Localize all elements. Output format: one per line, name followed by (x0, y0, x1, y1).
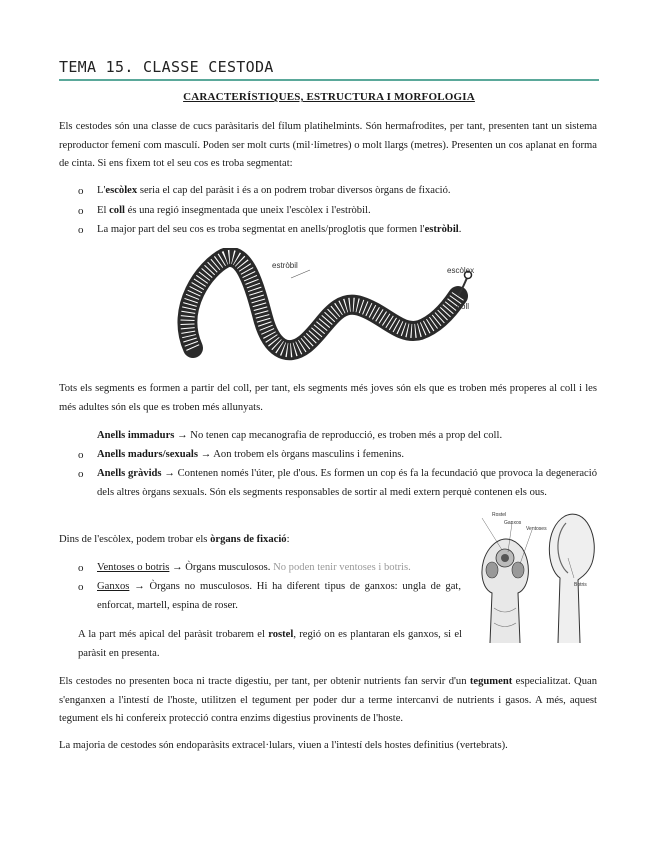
bullet-marker: o (78, 562, 84, 574)
list-item-mature (97, 446, 597, 465)
text: La major part del seu cos es troba segmentat en anells/proglotis que formen l' (97, 224, 425, 235)
text: : (286, 534, 290, 545)
bullet-marker: o (78, 224, 84, 236)
term-tegument: tegument (469, 676, 513, 687)
term-neck: coll (109, 205, 125, 216)
sucker-right (512, 562, 524, 578)
bullet-marker: o (78, 449, 84, 461)
list-item-scolex (97, 182, 597, 201)
text: → No tenen cap mecanografia de reproducció, es troben més a prop del coll. (174, 430, 503, 441)
term-scolex: escòlex (105, 185, 138, 196)
text: → Òrgans musculosos. (169, 562, 274, 573)
tegument-paragraph (59, 673, 597, 729)
tapeworm-illustration (175, 248, 495, 366)
label-bothria: Botris (574, 582, 587, 588)
label-suckers: Ventoses (526, 526, 547, 532)
bullet-marker: o (78, 185, 84, 197)
text: és una regió insegmentada que uneix l'escòlex i l'estròbil. (124, 205, 371, 216)
text: → Contenen només l'úter, ple d'ous. Es formen un cop és fa la fecundació que provoca la degeneració dels altres òrgans sexuals. Són els segments responsables de sortir al medi extern perquè contenen els ous. (97, 468, 597, 498)
term-gravid: Anells gràvids (97, 468, 162, 479)
term-suckers: Ventoses o botris (97, 562, 170, 573)
label-rostellum: Rostel (492, 512, 507, 518)
section-subtitle: CARACTERÍSTIQUES, ESTRUCTURA I MORFOLOGIA (183, 91, 475, 103)
term-mature: Anells madurs/sexuals (97, 449, 198, 460)
list-item-suckers (97, 559, 461, 578)
rostellum-core (501, 554, 509, 562)
label-neck: coll (457, 302, 470, 311)
text: Els cestodes no presenten boca ni tracte digestiu, per tant, per obtenir nutrients fan servir d'un (59, 676, 470, 687)
text: → Aon trobem els òrgans masculins i femenins. (197, 449, 405, 460)
list-item-gravid (97, 465, 597, 502)
text: Dins de l'escòlex, podem trobar els (59, 534, 211, 545)
text: El (97, 205, 110, 216)
list-item-hooks (97, 578, 461, 615)
fixation-paragraph (59, 531, 423, 550)
list-item-immature (97, 427, 597, 446)
bullet-marker: o (78, 205, 84, 217)
text: → Òrgans no musculosos. Hi ha diferent tipus de ganxos: ungla de gat, enforcat, martell, espina de roser. (97, 581, 461, 611)
bullet-marker: o (78, 581, 84, 593)
label-hooks: Ganxos (504, 520, 522, 526)
text: especialitzat. Quan s'enganxen a l'intestí de l'hoste, utilitzen el tegument per poder dur a terme intercanvi de nutrients i gasos. A més, aquest tegument els hi confereix protecció contra enzims digestius provinents de l'hoste. (59, 676, 597, 724)
sucker-left (486, 562, 498, 578)
leader-line (291, 270, 310, 278)
term-rostellum: rostel (268, 629, 294, 640)
text: seria el cap del paràsit i és a on podrem trobar diversos òrgans de fixació. (137, 185, 451, 196)
text: , regió on es plantaran els ganxos, si el paràsit en presenta. (78, 629, 463, 659)
label-scolex: escòlex (447, 266, 475, 275)
rostellum-paragraph (78, 626, 462, 663)
term-hooks: Ganxos (97, 581, 130, 592)
scolex-illustration (470, 508, 605, 643)
term-strobilus: estròbil (424, 224, 459, 235)
label-strobilus: estròbil (272, 261, 298, 270)
scolex-bothria-outline (549, 514, 594, 643)
text: . (458, 224, 462, 235)
list-item-strobilus (97, 221, 597, 240)
bullet-marker: o (78, 468, 84, 480)
page-title: TEMA 15. CLASSE CESTODA (59, 58, 599, 81)
term-immature: Anells immadurs (97, 430, 175, 441)
habitat-paragraph: La majoria de cestodes són endoparàsits extracel·lulars, viuen a l'intestí dels hostes definitius (vertebrats). (59, 740, 508, 751)
list-item-neck (97, 202, 597, 221)
text: A la part més apical del paràsit trobarem el (78, 629, 269, 640)
intro-paragraph: Els cestodes són una classe de cucs paràsitaris del fílum platihelmints. Són hermafrodites, per tant, presenten tant un sistema reproductor femení com masculí. Poden ser molt curts (mil·límetres) o molt llargs (metres). Presenten un cos aplanat en forma de cinta. Si ens fixem tot el seu cos es troba segmentat: (59, 121, 597, 169)
note: No poden tenir ventoses i botris. (273, 562, 411, 573)
text: L' (97, 185, 106, 196)
segments-paragraph: Tots els segments es formen a partir del coll, per tant, els segments més joves són els que es troben més properes al coll i les més adultes són els que es troben més allunyats. (59, 383, 597, 413)
term-fixation-organs: òrgans de fixació (210, 534, 287, 545)
strobilus-body (187, 257, 458, 350)
